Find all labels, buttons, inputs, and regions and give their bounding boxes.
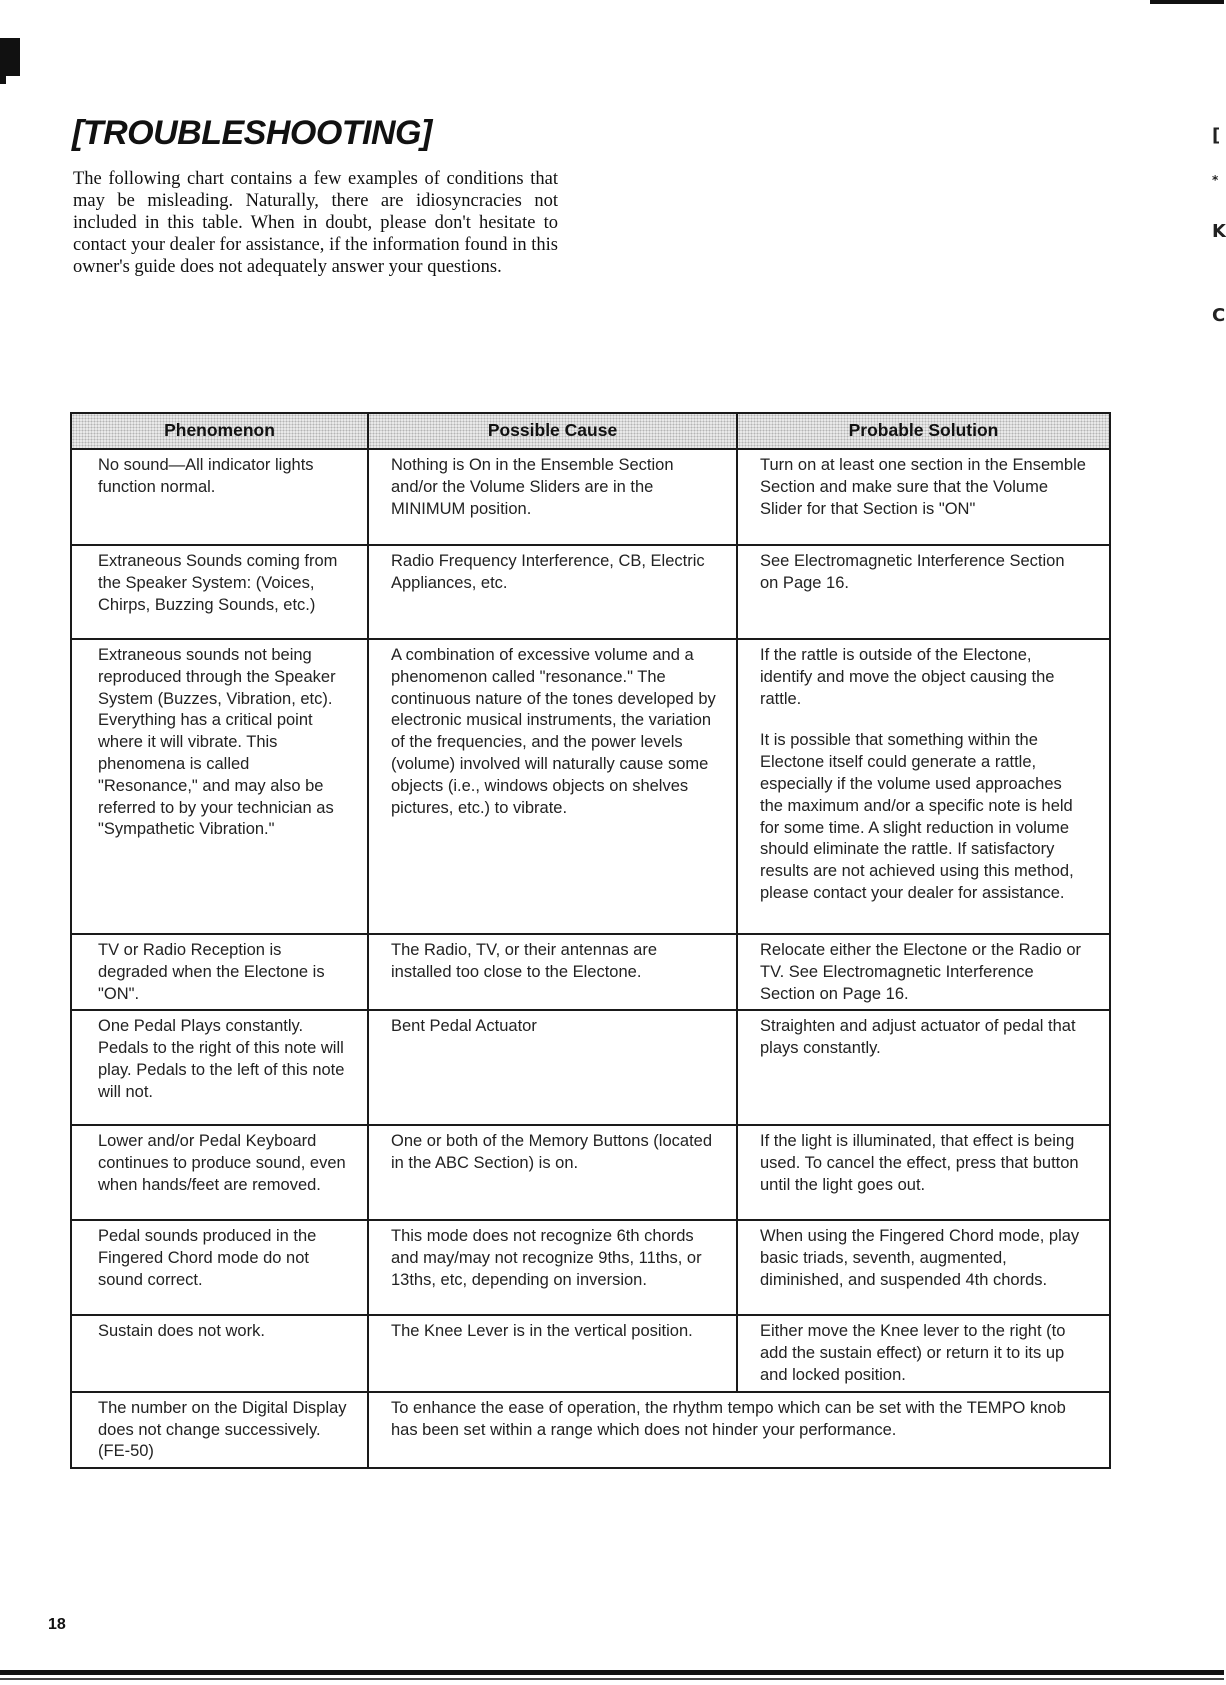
table-row: [71, 449, 1110, 545]
solution-paragraph: If the rattle is outside of the Electone, identify and move the object causing the rattle.: [760, 646, 1055, 708]
bottom-rule: [0, 1670, 1224, 1675]
combined-cause-solution-cell: To enhance the ease of operation, the rhythm tempo which can be set with the TEMPO knob has been set within a range which does not hinder your performance.: [368, 1392, 1110, 1468]
phenomenon-cell: Pedal sounds produced in the Fingered Chord mode do not sound correct.: [71, 1220, 368, 1315]
header-phenomenon: Phenomenon: [71, 413, 368, 449]
header-possible-cause: Possible Cause: [368, 413, 737, 449]
table-row: [71, 934, 1110, 1010]
phenomenon-cell: Sustain does not work.: [71, 1315, 368, 1391]
corner-registration-mark: [0, 38, 20, 76]
solution-cell: [737, 639, 1110, 934]
header-probable-solution: Probable Solution: [737, 413, 1110, 449]
solution-cell: Turn on at least one section in the Ensemble Section and make sure that the Volume Slider for that Section is "ON": [737, 449, 1110, 545]
phenomenon-cell: TV or Radio Reception is degraded when the Electone is "ON".: [71, 934, 368, 1010]
cause-cell: The Radio, TV, or their antennas are installed too close to the Electone.: [368, 934, 737, 1010]
intro-paragraph: The following chart contains a few examples of conditions that may be misleading. Naturally, there are idiosyncracies not included in this table. When in doubt, please don't hesitate to contact your dealer for assistance, if the information found in this owner's guide does not adequately answer your questions.: [73, 169, 558, 277]
phenomenon-cell: Extraneous Sounds coming from the Speaker System: (Voices, Chirps, Buzzing Sounds, etc.): [71, 545, 368, 639]
page-number: 18: [48, 1616, 66, 1633]
cause-cell: Radio Frequency Interference, CB, Electric Appliances, etc.: [368, 545, 737, 639]
phenomenon-cell: Extraneous sounds not being reproduced through the Speaker System (Buzzes, Vibration, etc). Everything has a critical point where it will vibrate. This phenomena is called "Resonance," and may also be referred to by your technician as "Sympathetic Vibration.": [71, 639, 368, 934]
page-title: [TROUBLESHOOTING]: [72, 114, 432, 152]
troubleshooting-table: [70, 412, 1111, 1469]
cause-cell: A combination of excessive volume and a phenomenon called "resonance." The continuous nature of the tones developed by electronic musical instruments, the variation of the frequencies, and the power levels (volume) involved will naturally cause some objects (i.e., windows objects on shelves pictures, etc.) to vibrate.: [368, 639, 737, 934]
cause-cell: Bent Pedal Actuator: [368, 1010, 737, 1125]
table-row: [71, 1125, 1110, 1220]
solution-cell: Either move the Knee lever to the right (to add the sustain effect) or return it to its up and locked position.: [737, 1315, 1110, 1391]
table-header-row: [71, 413, 1110, 449]
top-edge-mark: [1150, 0, 1224, 4]
table-row: [71, 545, 1110, 639]
phenomenon-cell: One Pedal Plays constantly. Pedals to the right of this note will play. Pedals to the left of this note will not.: [71, 1010, 368, 1125]
solution-cell: Straighten and adjust actuator of pedal that plays constantly.: [737, 1010, 1110, 1125]
phenomenon-cell: The number on the Digital Display does not change successively. (FE-50): [71, 1392, 368, 1468]
cause-cell: Nothing is On in the Ensemble Section and/or the Volume Sliders are in the MINIMUM position.: [368, 449, 737, 545]
cause-cell: The Knee Lever is in the vertical position.: [368, 1315, 737, 1391]
solution-cell: When using the Fingered Chord mode, play basic triads, seventh, augmented, diminished, and suspended 4th chords.: [737, 1220, 1110, 1315]
solution-cell: Relocate either the Electone or the Radio or TV. See Electromagnetic Interference Section on Page 16.: [737, 934, 1110, 1010]
table-row: [71, 1010, 1110, 1125]
solution-cell: If the light is illuminated, that effect is being used. To cancel the effect, press that button until the light goes out.: [737, 1125, 1110, 1220]
table-row: [71, 639, 1110, 934]
table-row: [71, 1315, 1110, 1391]
bottom-rule-thin: [0, 1678, 1224, 1680]
table-row: [71, 1392, 1110, 1468]
cause-cell: This mode does not recognize 6th chords and may/may not recognize 9ths, 11ths, or 13ths, etc, depending on inversion.: [368, 1220, 737, 1315]
phenomenon-cell: No sound—All indicator lights function normal.: [71, 449, 368, 545]
cause-cell: One or both of the Memory Buttons (located in the ABC Section) is on.: [368, 1125, 737, 1220]
solution-paragraph: It is possible that something within the Electone itself could generate a rattle, especially if the volume used approaches the maximum and/or a specific note is held for some time. A slight reduction in volume should eliminate the rattle. If satisfactory results are not achieved using this method, please contact your dealer for assistance.: [760, 731, 1074, 902]
phenomenon-cell: Lower and/or Pedal Keyboard continues to produce sound, even when hands/feet are removed.: [71, 1125, 368, 1220]
table-row: [71, 1220, 1110, 1315]
solution-cell: See Electromagnetic Interference Section on Page 16.: [737, 545, 1110, 639]
